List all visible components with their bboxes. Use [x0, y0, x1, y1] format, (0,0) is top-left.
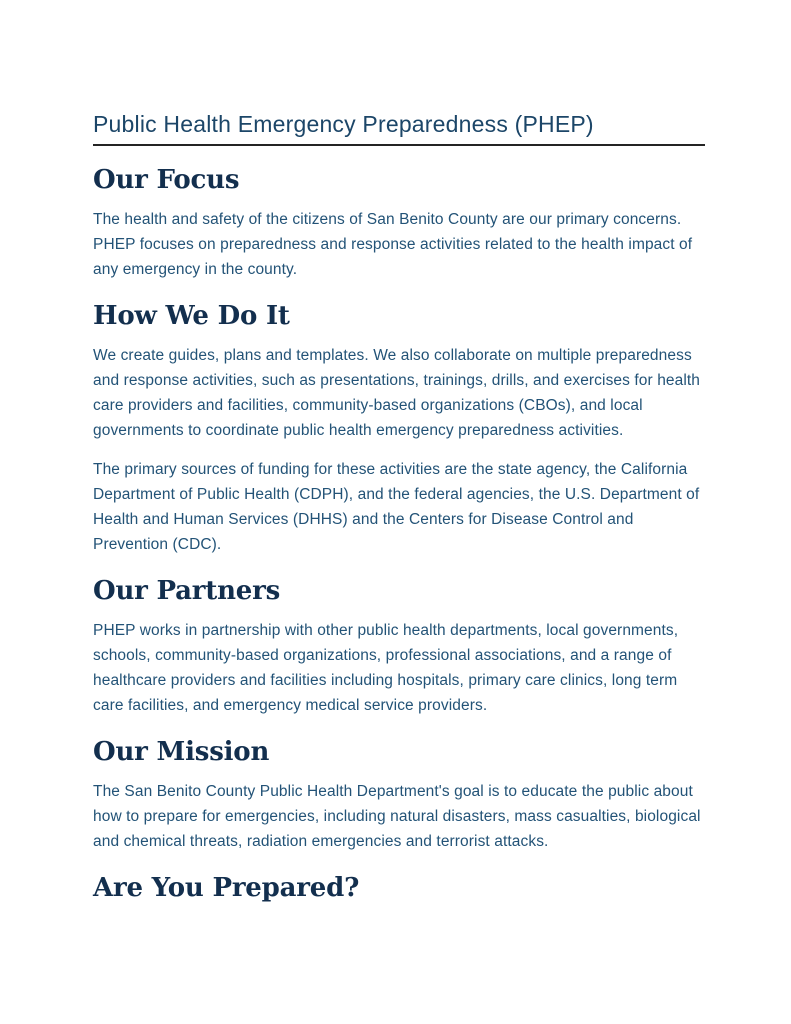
section-our-focus	[93, 167, 705, 282]
paragraph: The San Benito County Public Health Department's goal is to educate the public about how to prepare for emergencies, including natural disasters, mass casualties, biological and chemical threats, radiation emergencies and terrorist attacks.	[93, 783, 701, 850]
section-heading-our-partners: Our Partners	[93, 576, 281, 606]
section-heading-are-you-prepared: Are You Prepared?	[93, 873, 360, 903]
section-heading-how-we-do-it: How We Do It	[93, 301, 290, 331]
section-heading-our-mission: Our Mission	[93, 737, 270, 767]
section-are-you-prepared	[93, 875, 705, 901]
section-our-partners	[93, 578, 705, 718]
paragraph: The health and safety of the citizens of San Benito County are our primary concerns. PHEP focuses on preparedness and response activities related to the health impact of any emergency in the county.	[93, 211, 693, 278]
section-heading-our-focus: Our Focus	[93, 165, 240, 195]
section-how-we-do-it	[93, 303, 705, 557]
section-our-mission	[93, 739, 705, 854]
paragraph: The primary sources of funding for these activities are the state agency, the California Department of Public Health (CDPH), and the federal agencies, the U.S. Department of Health and Human Services (DHHS) and the Centers for Disease Control and Prevention (CDC).	[93, 461, 700, 553]
paragraph: We create guides, plans and templates. We also collaborate on multiple preparedness and response activities, such as presentations, trainings, drills, and exercises for health care providers and facilities, community-based organizations (CBOs), and local governments to coordinate public health emergency preparedness activities.	[93, 347, 701, 439]
page-title: Public Health Emergency Preparedness (PHEP)	[93, 110, 705, 146]
paragraph: PHEP works in partnership with other public health departments, local governments, schools, community-based organizations, professional associations, and a range of healthcare providers and facilities including hospitals, primary care clinics, long term care facilities, and emergency medical service providers.	[93, 622, 679, 714]
